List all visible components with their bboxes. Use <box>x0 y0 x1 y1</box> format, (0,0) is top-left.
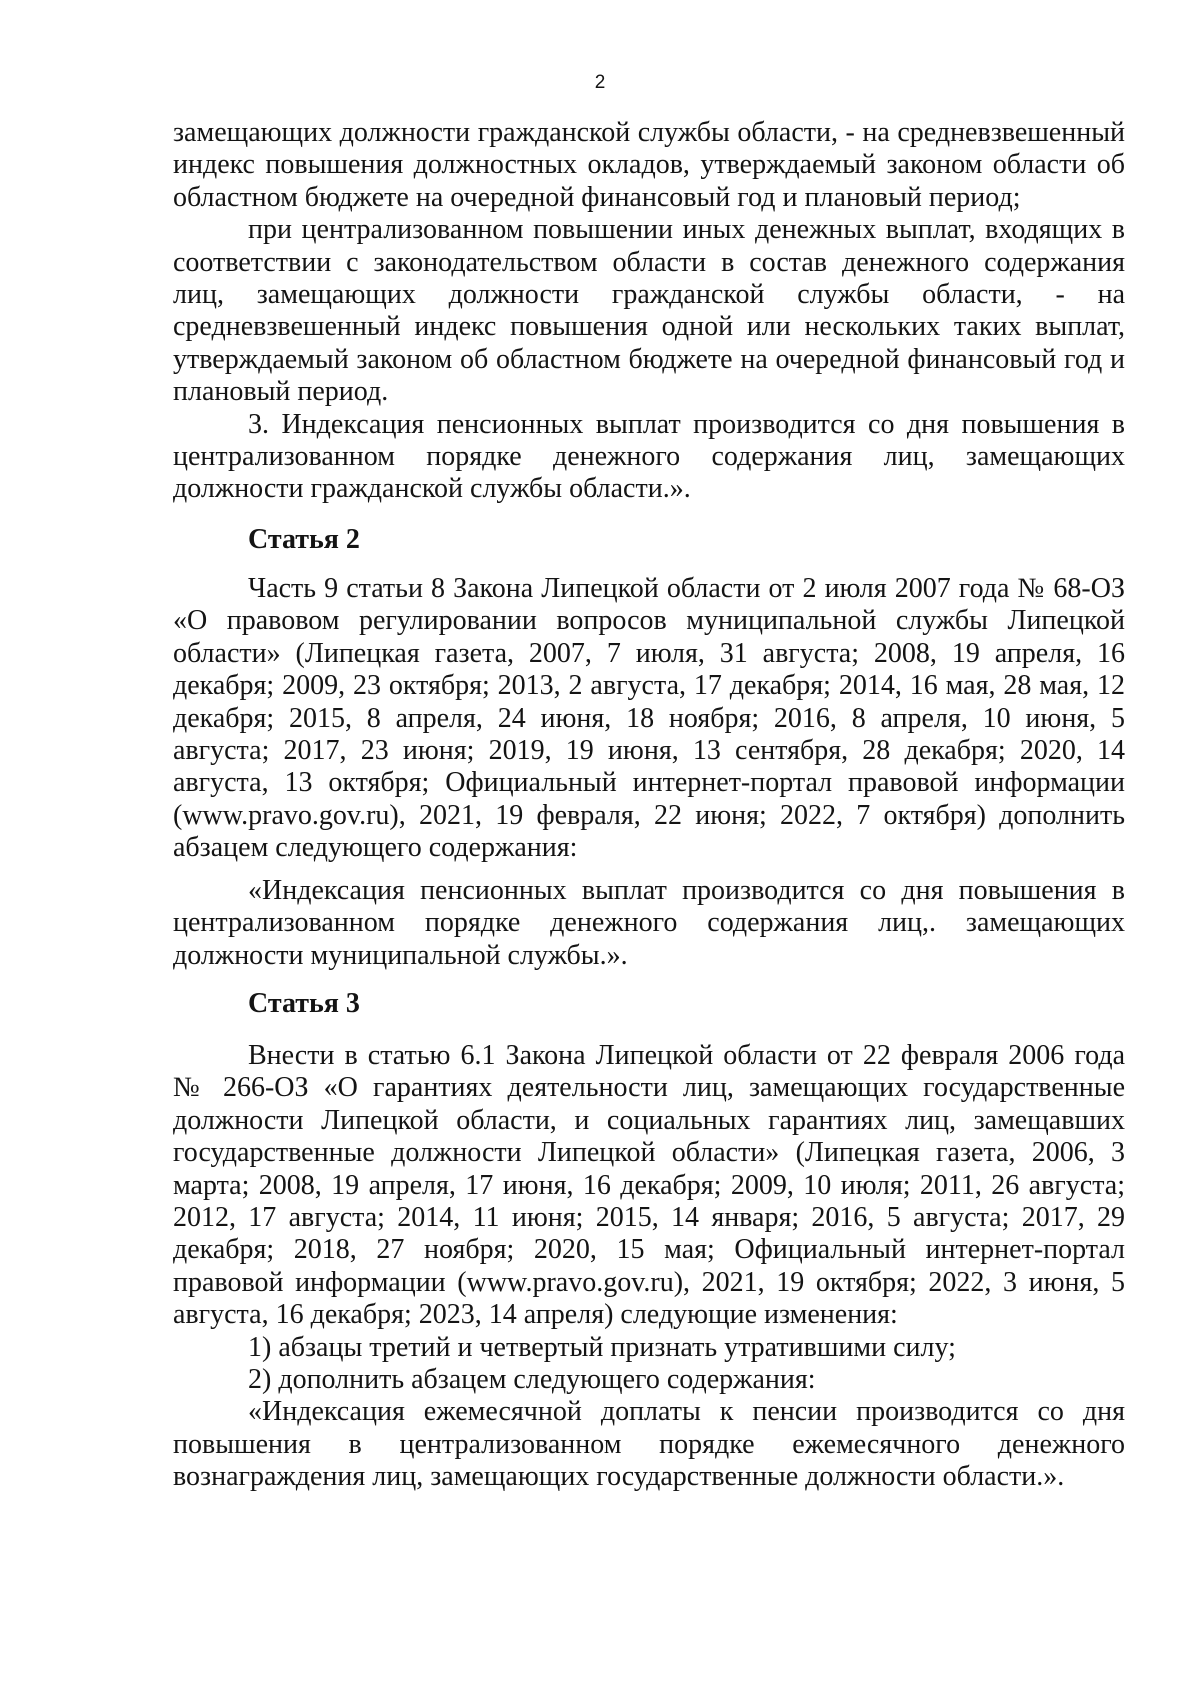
paragraph-indexation-date: 3. Индексация пенсионных выплат производится со дня повышения в централизованном порядке денежного содержания лиц, замещающих должности гражданской службы области.». <box>173 408 1125 505</box>
paragraph-other-payments-index: при централизованном повышении иных денежных выплат, входящих в соответствии с законодательством области в состав денежного содержания лиц, замещающих должности гражданской службы области, - на средневзвешенный индекс повышения одной или нескольких таких выплат, утверждаемый законом об областном бюджете на очередной финансовый год и плановый период. <box>173 214 1125 408</box>
paragraph-salary-index: замещающих должности гражданской службы области, - на средневзвешенный индекс повышения должностных окладов, утверждаемый законом области об областном бюджете на очередной финансовый год и плановый период; <box>173 117 1125 213</box>
article3-item-1: 1) абзацы третий и четвертый признать утратившими силу; <box>248 1331 956 1363</box>
article2-body <box>173 573 1125 865</box>
page-number: 2 <box>594 72 606 93</box>
article1-continuation <box>173 117 1125 506</box>
article3-quoted-text: «Индексация ежемесячной доплаты к пенсии производится со дня повышения в централизованном порядке ежемесячного денежного вознаграждения лиц, замещающих государственные должности области.». <box>173 1396 1125 1493</box>
article3-heading: Статья 3 <box>248 988 360 1019</box>
article3-item-2: 2) дополнить абзацем следующего содержания: <box>248 1364 816 1396</box>
article2-amendment-paragraph: Часть 9 статьи 8 Закона Липецкой области от 2 июля 2007 года № 68-ОЗ «О правовом регулировании вопросов муниципальной службы Липецкой области» (Липецкая газета, 2007, 7 июля, 31 августа; 2008, 19 апреля, 16 декабря; 2009, 23 октября; 2013, 2 августа, 17 декабря; 2014, 16 мая, 28 мая, 12 декабря; 2015, 8 апреля, 24 июня, 18 ноября; 2016, 8 апреля, 10 июня, 5 августа; 2017, 23 июня; 2019, 19 июня, 13 сентября, 28 декабря; 2020, 14 августа, 13 октября; Официальный интернет-портал правовой информации (www.pravo.gov.ru), 2021, 19 февраля, 22 июня; 2022, 7 октября) дополнить абзацем следующего содержания: <box>173 573 1125 864</box>
article3-amendment-paragraph: Внести в статью 6.1 Закона Липецкой области от 22 февраля 2006 года № 266-ОЗ «О гарантиях деятельности лиц, замещающих государственные должности Липецкой области, и социальных гарантиях лиц, замещавших государственные должности Липецкой области» (Липецкая газета, 2006, 3 марта; 2008, 19 апреля, 17 июня, 16 декабря; 2009, 10 июля; 2011, 26 августа; 2012, 17 августа; 2014, 11 июня; 2015, 14 января; 2016, 5 августа; 2017, 29 декабря; 2018, 27 ноября; 2020, 15 мая; Официальный интернет-портал правовой информации (www.pravo.gov.ru), 2021, 19 октября; 2022, 3 июня, 5 августа, 16 декабря; 2023, 14 апреля) следующие изменения: <box>173 1040 1125 1331</box>
article2-quoted-text: «Индексация пенсионных выплат производится со дня повышения в централизованном порядке денежного содержания лиц,. замещающих должности муниципальной службы.». <box>173 875 1125 971</box>
article3-body <box>173 1040 1125 1494</box>
article2-quote <box>173 875 1125 972</box>
article2-heading: Статья 2 <box>248 524 360 555</box>
